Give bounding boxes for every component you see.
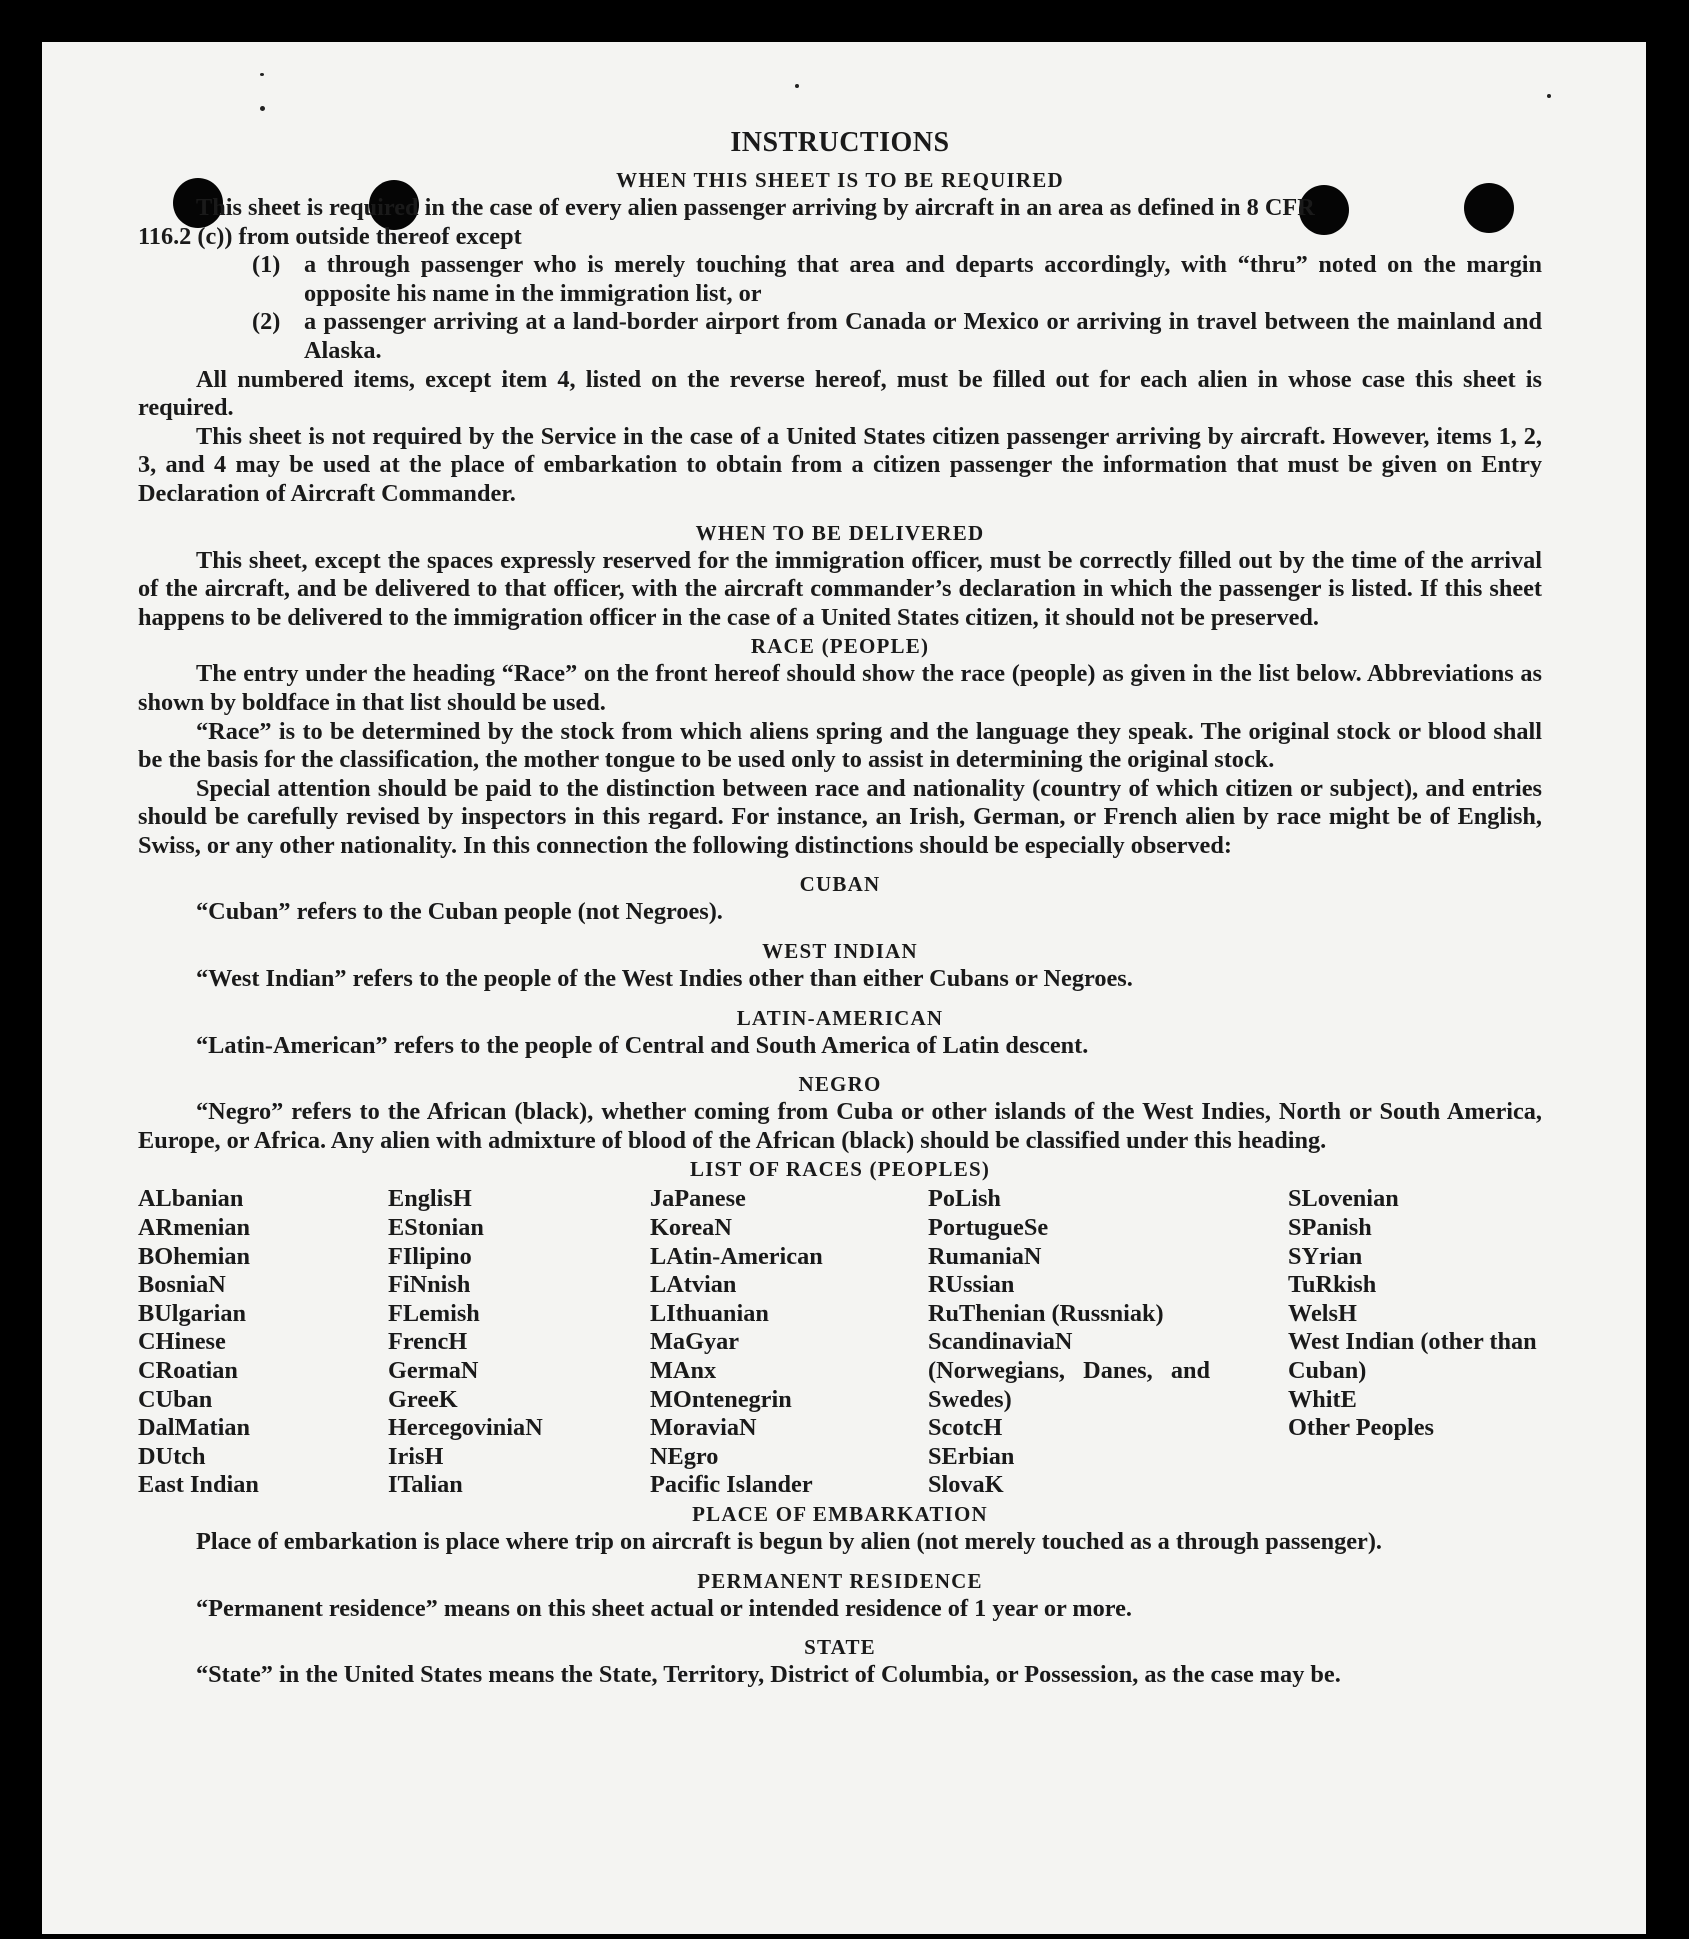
race-item: RUssian — [928, 1271, 1015, 1299]
document-page — [42, 42, 1646, 1934]
race-item: PortugueSe — [928, 1214, 1049, 1242]
race-item: Pacific Islander — [650, 1471, 813, 1499]
race-item: East Indian — [138, 1471, 259, 1499]
heading-permanent-residence: PERMANENT RESIDENCE — [697, 1568, 983, 1593]
paragraph-permanent-residence: “Permanent residence” means on this sheet actual or intended residence of 1 year or more. — [196, 1594, 1132, 1622]
heading-when-delivered: WHEN TO BE DELIVERED — [695, 520, 985, 545]
race-item: GermaN — [388, 1357, 479, 1384]
race-item: EnglisH — [388, 1185, 472, 1213]
race-item: EStonian — [388, 1214, 484, 1242]
race-item: SLovenian — [1288, 1185, 1399, 1213]
race-item: WelsH — [1288, 1299, 1357, 1327]
heading-state: STATE — [804, 1635, 876, 1660]
race-column — [138, 1185, 388, 1500]
race-item: DUtch — [138, 1442, 206, 1470]
race-item: GreeK — [388, 1385, 458, 1413]
race-item: NEgro — [650, 1442, 719, 1470]
race-item: MAnx — [650, 1357, 717, 1384]
race-column — [1288, 1185, 1542, 1500]
paragraph-race-2: “Race” is to be determined by the stock from which aliens spring and the language they speak. The original stock or blood shall be the basis for the classification, the mother tongue to be used only to assist in determining the original stock. — [138, 717, 1542, 774]
race-item: CUban — [138, 1385, 213, 1413]
race-item: DalMatian — [138, 1414, 251, 1442]
speck — [795, 84, 799, 88]
race-item: TuRkish — [1288, 1271, 1377, 1299]
paragraph-embarkation: Place of embarkation is place where trip on aircraft is begun by alien (not merely touched as a through passenger). — [196, 1527, 1382, 1555]
heading-race: RACE (PEOPLE) — [750, 634, 930, 659]
exception-item — [138, 308, 1542, 365]
paragraph-race-3: Special attention should be paid to the distinction between race and nationality (country of which citizen or subject), and entries should be carefully revised by inspectors in this regard. For instance, an Irish, German, or French alien by race might be of English, Swiss, or any other nationality. In this connection the following distinctions should be especially observed: — [138, 774, 1542, 859]
speck — [260, 73, 264, 76]
race-item: FIlipino — [388, 1242, 472, 1270]
paragraph-delivered: This sheet, except the spaces expressly reserved for the immigration officer, must be correctly filled out by the time of the arrival of the aircraft, and be delivered to that officer, with the aircraft commander’s declaration in which the passenger is listed. If this sheet happens to be delivered to the immigration officer in the case of a United States citizen, it should not be preserved. — [138, 546, 1542, 631]
race-item: MoraviaN — [650, 1414, 757, 1442]
race-item: SYrian — [1288, 1242, 1363, 1270]
paragraph-intro: This sheet is required in the case of every alien passenger arriving by aircraft in an area as defined in 8 CFR — [196, 194, 1315, 221]
race-item: ScotcH — [928, 1414, 1003, 1442]
race-item: FiNnish — [388, 1271, 471, 1299]
race-column — [388, 1185, 650, 1500]
heading-latin-american: LATIN-AMERICAN — [736, 1005, 944, 1030]
race-item: LIthuanian — [650, 1299, 769, 1327]
race-item: ALbanian — [138, 1185, 244, 1213]
instructions-content — [138, 120, 1542, 1690]
exception-number: (2) — [252, 308, 281, 336]
paragraph-latin-american: “Latin-American” refers to the people of Central and South America of Latin descent. — [196, 1031, 1089, 1059]
race-item: LAtvian — [650, 1271, 737, 1299]
race-item: PoLish — [928, 1185, 1001, 1213]
race-list — [138, 1185, 1542, 1500]
exception-item — [138, 251, 1542, 308]
race-item: West Indian (other than Cuban) — [1288, 1328, 1537, 1384]
heading-list-of-races: LIST OF RACES (PEOPLES) — [689, 1157, 991, 1182]
paragraph-intro-cont: 116.2 (c)) from outside thereof except — [138, 222, 522, 250]
race-column — [928, 1185, 1288, 1500]
race-item: CRoatian — [138, 1357, 238, 1384]
race-item: ScandinaviaN (Norwegians, Danes, and Swedes) — [928, 1328, 1210, 1413]
race-item: ITalian — [388, 1471, 463, 1499]
paragraph-citizen: This sheet is not required by the Service in the case of a United States citizen passenger arriving by aircraft. However, items 1, 2, 3, and 4 may be used at the place of embarkation to obtain from a citizen passenger the information that must be given on Entry Declaration of Aircraft Commander. — [138, 422, 1542, 507]
race-column — [650, 1185, 928, 1500]
race-item: HercegoviniaN — [388, 1414, 543, 1442]
heading-cuban: CUBAN — [799, 872, 881, 897]
page-title: INSTRUCTIONS — [730, 127, 950, 158]
race-item: SPanish — [1288, 1214, 1372, 1242]
exception-number: (1) — [252, 251, 281, 279]
race-item: BUlgarian — [138, 1299, 246, 1327]
paragraph-negro: “Negro” refers to the African (black), whether coming from Cuba or other islands of the West Indies, North or South America, Europe, or Africa. Any alien with admixture of blood of the African (black) should be classified under this heading. — [138, 1098, 1542, 1154]
paragraph-cuban: “Cuban” refers to the Cuban people (not Negroes). — [196, 898, 723, 926]
race-item: SErbian — [928, 1442, 1015, 1470]
heading-embarkation: PLACE OF EMBARKATION — [692, 1501, 988, 1526]
paragraph-west-indian: “West Indian” refers to the people of the West Indies other than either Cubans or Negroes. — [196, 965, 1133, 993]
race-item: ARmenian — [138, 1214, 251, 1242]
exception-text: a passenger arriving at a land-border airport from Canada or Mexico or arriving in travel between the mainland and Alaska. — [304, 308, 1542, 364]
race-item: SlovaK — [928, 1471, 1004, 1499]
speck — [1547, 94, 1551, 98]
race-item: JaPanese — [650, 1185, 746, 1213]
heading-west-indian: WEST INDIAN — [762, 939, 918, 964]
race-item: MaGyar — [650, 1328, 740, 1356]
heading-when-required: WHEN THIS SHEET IS TO BE REQUIRED — [616, 168, 1064, 192]
exception-text: a through passenger who is merely touching that area and departs accordingly, with “thru” noted on the margin opposite his name in the immigration list, or — [304, 251, 1542, 307]
race-item: FLemish — [388, 1299, 480, 1327]
race-item: FrencH — [388, 1328, 468, 1356]
race-item: BosniaN — [138, 1271, 226, 1299]
heading-negro: NEGRO — [798, 1072, 882, 1097]
race-item: WhitE — [1288, 1385, 1357, 1413]
race-item: KoreaN — [650, 1214, 732, 1242]
race-item: Other Peoples — [1288, 1414, 1434, 1442]
race-item: BOhemian — [138, 1242, 251, 1270]
race-item: RumaniaN — [928, 1242, 1042, 1270]
speck — [260, 106, 265, 111]
race-item: LAtin-American — [650, 1242, 823, 1270]
paragraph-numbered-items: All numbered items, except item 4, listed on the reverse hereof, must be filled out for each alien in whose case this sheet is required. — [138, 365, 1542, 422]
race-item: CHinese — [138, 1328, 226, 1356]
paragraph-state: “State” in the United States means the State, Territory, District of Columbia, or Possession, as the case may be. — [196, 1661, 1341, 1689]
race-item: IrisH — [388, 1442, 444, 1470]
race-item: RuThenian (Russniak) — [928, 1299, 1164, 1327]
race-item: MOntenegrin — [650, 1385, 792, 1413]
paragraph-race-1: The entry under the heading “Race” on the front hereof should show the race (people) as given in the list below. Abbreviations as shown by boldface in that list should be used. — [138, 660, 1542, 716]
